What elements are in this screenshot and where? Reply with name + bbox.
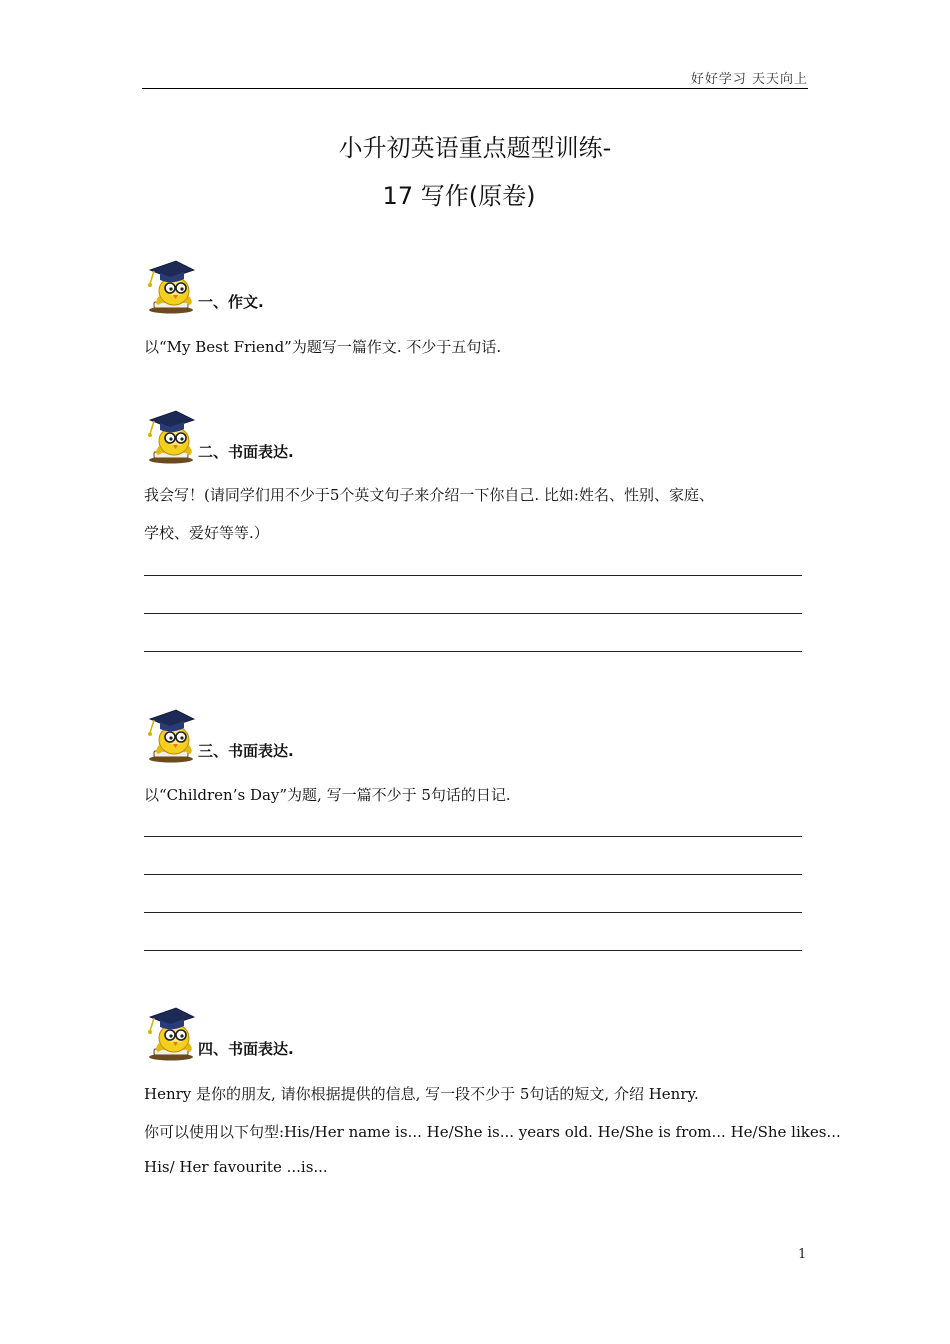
answer-line[interactable] bbox=[144, 912, 802, 913]
answer-line[interactable] bbox=[144, 575, 802, 576]
section-2-prompt-line1: 我会写！(请同学们用不少于5个英文句子来介绍一下你自己. 比如:姓名、性别、家庭、 bbox=[144, 486, 714, 504]
page-number: 1 bbox=[798, 1247, 807, 1262]
document-title-line1: 小升初英语重点题型训练- bbox=[338, 134, 612, 162]
header-divider bbox=[142, 88, 808, 89]
scholar-mascot-icon bbox=[144, 707, 198, 763]
section-3-label: 三、书面表达. bbox=[198, 742, 294, 760]
answer-line[interactable] bbox=[144, 651, 802, 652]
scholar-mascot-icon bbox=[144, 258, 198, 314]
answer-line[interactable] bbox=[144, 836, 802, 837]
section-1-label: 一、作文. bbox=[198, 293, 264, 311]
section-1-prompt: 以“My Best Friend”为题写一篇作文. 不少于五句话. bbox=[144, 338, 502, 356]
section-4-prompt-line2: 你可以使用以下句型:His/Her name is... He/She is... years old. He/She is from... He/She likes... bbox=[144, 1123, 841, 1141]
header-motto: 好好学习 天天向上 bbox=[690, 72, 808, 87]
document-title-line2: 17 写作(原卷) bbox=[382, 182, 536, 210]
scholar-mascot-icon bbox=[144, 1005, 198, 1061]
section-4-prompt-line3: His/ Her favourite ...is... bbox=[144, 1158, 328, 1176]
answer-line[interactable] bbox=[144, 874, 802, 875]
answer-line[interactable] bbox=[144, 613, 802, 614]
scholar-mascot-icon bbox=[144, 408, 198, 464]
section-3-prompt: 以“Children’s Day”为题, 写一篇不少于 5句话的日记. bbox=[144, 786, 511, 804]
answer-line[interactable] bbox=[144, 950, 802, 951]
section-4-label: 四、书面表达. bbox=[198, 1040, 294, 1058]
section-2-prompt-line2: 学校、爱好等等.） bbox=[144, 524, 269, 542]
section-4-prompt-line1: Henry 是你的朋友, 请你根据提供的信息, 写一段不少于 5句话的短文, 介绍 Henry. bbox=[144, 1085, 699, 1103]
section-2-label: 二、书面表达. bbox=[198, 443, 294, 461]
